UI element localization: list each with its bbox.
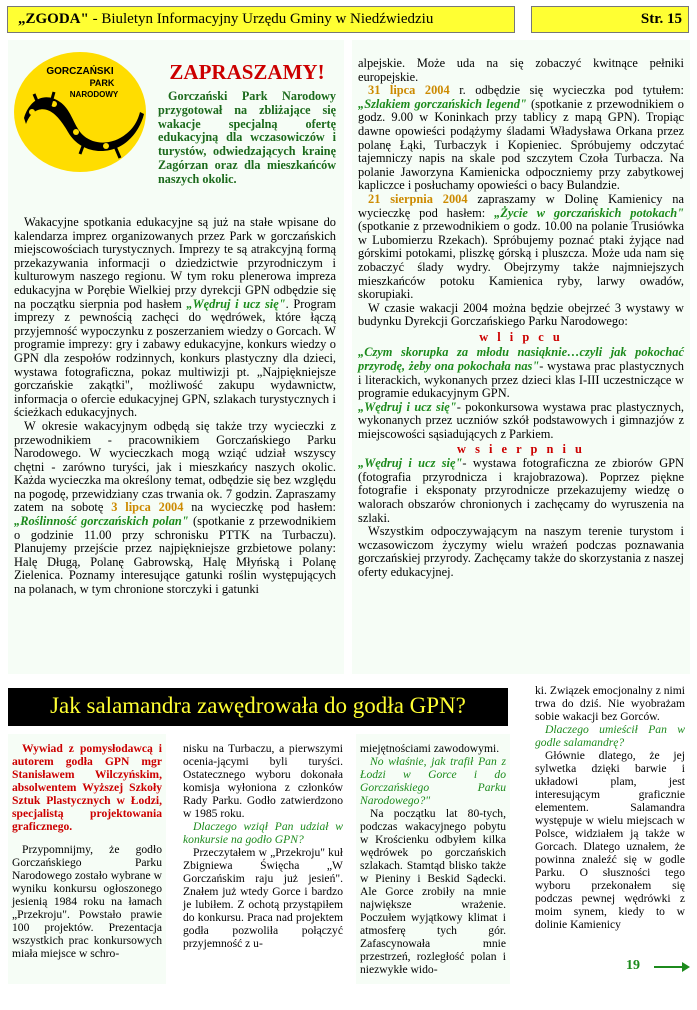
month-july: w l i p c u bbox=[479, 329, 563, 344]
question-2: No właśnie, jak trafił Pan z Łodzi w Gorce i do Gorczańskiego Parku Narodowego?" bbox=[360, 755, 506, 807]
article1-right-p0: alpejskie. Może uda na się zobaczyć kwitnące pełniki europejskie. bbox=[358, 56, 684, 84]
article2-col4-text-a: ki. Związek emocjonalny z nimi trwa do dziś. Nie wyobrażam sobie wakacji bez Gorców. bbox=[535, 684, 685, 723]
article1-right-column bbox=[358, 57, 684, 580]
article2-title: Jak salamandra zawędrowała do godła GPN? bbox=[8, 688, 508, 726]
header-title-bold: „ZGODA" bbox=[18, 11, 89, 27]
exhibition-1: „Czym skorupka za młodu nasiąknie…czyli jak pokochać przyrodę, żeby ona pokochała nas"- wystawa prac plastycznych i literackich, wykonanych przez dzieci klas I-III uczestniczące w programie edukacyjnym GPN. bbox=[358, 345, 684, 401]
exhibition-2: „Wędruj i ucz się"- pokonkursowa wystawa prac plastycznych, wykonanych przez uczniów szkół podstawowych i gimnazjów z miejscowości sąsiadujących z Parkiem. bbox=[358, 399, 684, 442]
question-1: Dlaczego wziął Pan udział w konkursie na godło GPN? bbox=[183, 820, 343, 846]
article1-intro: Gorczański Park Narodowy przygotował na zbliżające się wakacje specjalną ofertę edukacyjną dla wczasowiczów i turystów, odwiedzających krainę Zagórzan oraz dla mieszkańców naszych okolic. bbox=[158, 89, 336, 186]
article1-right-p2: 21 sierpnia 2004 zapraszamy w Dolinę Kamienicy na wycieczkę pod hasłem: „Życie w gorczańskich potokach" (spotkanie z przewodnikiem o godz. 10.00 na polanie Trusiówka w Lubomierzu Rzekach). Spróbujemy poznać ptaki żyjące nad górskimi potokami, pliszkę górską i pluszcza. Może uda nam się zobaczyć ślady wydry. Obejrzymy także najmniejszych mieszkańców potoku Kamienica ryby, larwy owadów, skorupiaki. bbox=[358, 191, 684, 302]
continue-arrow-icon bbox=[652, 960, 692, 974]
gpn-logo bbox=[10, 48, 150, 176]
question-3: Dlaczego umieścił Pan w godle salamandrę? bbox=[535, 723, 685, 749]
article1-right-p4: Wszystkim odpoczywającym na naszym terenie turystom i wczasowiczom życzymy wielu wrażeń podczas poznawania gorczańskiej przyrody. Zachęcamy także do skorzystania z naszej oferty edukacyjnej. bbox=[358, 524, 684, 579]
exhibition-3: „Wędruj i ucz się"- wystawa fotograficzna ze zbiorów GPN (fotografia przyrodnicza i krajobrazowa). Poprzez piękne fotografie i eksponaty przyrodnicze przekazujemy wiedzę o walorach obszarów chronionych i zachęcamy do wyruszenia na szlaki. bbox=[358, 456, 685, 525]
article1-left-p1: Wakacyjne spotkania edukacyjne są już na stałe wpisane do kalendarza imprez organizowanych przez Park w gorczańskich miejscowościach turystycznych. Imprezy te są atrakcyjną formą przekazywania informacji o dziedzictwie przyrodniczym i kulturowym naszego regionu. W tym roku plenerowa impreza edukacyjna w Porębie Wielkiej przy dyrekcji GPN odbędzie się na początku sierpnia pod hasłem „Wędruj i ucz się". Program imprezy z pewnością zachęci do wędrówek, które łączą przyjemność wypoczynku z poszerzaniem wiedzy o Gorcach. W programie imprezy: gry i zabawy edukacyjne, konkurs wiedzy o GPN dla zespołów rodzinnych, konkurs plastyczny dla dzieci, wystawa fotograficzna, pokaz multiwizji pt. „Najpiękniejsze gorczańskie zakątki", możliwość zakupu wydawnictw, informacja o ofercie edukacyjnej GPN, szlakach turystycznych i ścieżkach edukacyjnych. bbox=[14, 215, 337, 420]
article2-col2-text-a: nisku na Turbaczu, a pierwszymi ocenia-jącymi byli turyści. Ostatecznego wyboru dokonała komisja wyłoniona z członków Rady Parku. Godło zatwierdzono w 1985 roku. bbox=[183, 742, 343, 820]
article2-col1-text: Przypomnijmy, że godło Gorczańskiego Parku Narodowego zostało wybrane w wyniku konkursu ogłoszonego jesienią 1984 roku na łamach „Przekroju". Powstało prawie 100 projektów. Prezentacja wszystkich prac konkursowych miała miejsce w schro- bbox=[12, 843, 162, 960]
article1-left-p2: W okresie wakacyjnym odbędą się także trzy wycieczki z przewodnikiem - pracownikiem Gorczańskiego Parku Narodowego. W wycieczkach mogą wziąć udział wszyscy chętni - zarówno turyści, jak i mieszkańcy naszych okolic. Każda wycieczka ma określony temat, odbędzie się bez względu na pogodę, przewidziany czas trwania ok. 7 godzin. Zapraszamy zatem na sobotę 3 lipca 2004 na wycieczkę pod hasłem: „Roślinność gorczańskich polan" (spotkanie z przewodnikiem o godzinie 11.00 przy schronisku PTTK na Turbaczu). Planujemy przejście przez najpiękniejsze grzbietowe polany: Halę Długą, Polanę Gabrowską, Halę Młyńską i Polanę Zielenica. Poznamy interesujące gatunki roślin występujących na polanach, w tym chronione storczyki i gatunki bbox=[14, 418, 336, 597]
article2-col2 bbox=[183, 742, 343, 950]
article2-col3-text-a: miejętnościami zawodowymi. bbox=[360, 742, 500, 755]
article1-left-column bbox=[14, 216, 336, 597]
article1-right-p1: 31 lipca 2004 r. odbędzie się wycieczka pod tytułem: „Szlakiem gorczańskich legend" (spotkanie z przewodnikiem o godz. 9.00 w Koninkach przy tablicy z mapą GPN). Tropiąc dawne opowieści podążymy śladami Władysława Orkana przez polanę Łąki, Turbaczyk i Kopieniec. Spróbujemy odczytać tajemniczy napis na skale pod szczytem Czoła Turbacza. Na polanie Jaworzyna Kamienicka odpoczniemy przy zabytkowej kapliczce i posłuchamy opowieści o bacy Bulandzie. bbox=[358, 83, 685, 193]
header-title-rest: - Biuletyn Informacyjny Urzędu Gminy w Niedźwiedziu bbox=[88, 11, 434, 27]
article2-lead: Wywiad z pomysłodawcą i autorem godła GPN mgr Stanisławem Wilczyńskim, absolwentem Wyższej Szkoły Sztuk Plastycznych w Łodzi, specjalistą projektowania graficznego. bbox=[12, 742, 162, 833]
article1-title: ZAPRASZAMY! bbox=[169, 60, 325, 84]
article2-col1 bbox=[12, 742, 162, 960]
article1-right-p3: W czasie wakacji 2004 można będzie obejrzeć 3 wystawy w budynku Dyrekcji Gorczańskiego Parku Narodowego: bbox=[358, 300, 684, 329]
continued-page-number: 19 bbox=[626, 958, 640, 973]
logo-line3: NARODOWY bbox=[69, 90, 119, 99]
logo-line2: PARK bbox=[89, 78, 115, 88]
header-title-bar bbox=[7, 6, 515, 33]
article2-col3 bbox=[360, 742, 506, 976]
page-number-label: Str. 15 bbox=[531, 6, 689, 33]
logo-line1: GORCZAŃSKI bbox=[46, 66, 114, 77]
article2-col2-text-b: Przeczytałem w „Przekroju" kuł Zbigniewa Święcha „W Gorczańskim raju już jesień". Znałem już wtedy Gorce i bardzo je lubiłem. Z ochotą przystąpiłem do konkursu. Praca nad projektem godła pozwoliła połączyć przyjemność z u- bbox=[183, 846, 343, 950]
month-august: w s i e r p n i u bbox=[457, 441, 585, 456]
article2-col4 bbox=[535, 684, 685, 931]
article2-col4-text-b: Głównie dlatego, że jej sylwetka dzięki barwie i układowi plam, jest interesującym graficznie elementem. Salamandra występuje w wielu miejscach w Polsce, widziałem ją także w Gorcach. Dlatego uznałem, że powinna znaleźć się w godle Parku. O słuszności tego wyboru przekonałem się podczas pewnej wędrówki z moim synem, kiedy to w dolinie Kamienicy bbox=[535, 749, 685, 931]
article2-col3-text-b: Na początku lat 80-tych, podczas wakacyjnego pobytu w Krościenku odbyłem kilka wędrówek po gorczańskich szlakach. Stamtąd blisko także w Pieniny i Beskid Sądecki. Ale Gorce zrobiły na mnie największe wrażenie. Poczułem wyjątkowy klimat i atmosferę tych gór. Zafascynowała mnie przestrzeń, rozległość polan i niezwykłe wido- bbox=[360, 807, 506, 976]
